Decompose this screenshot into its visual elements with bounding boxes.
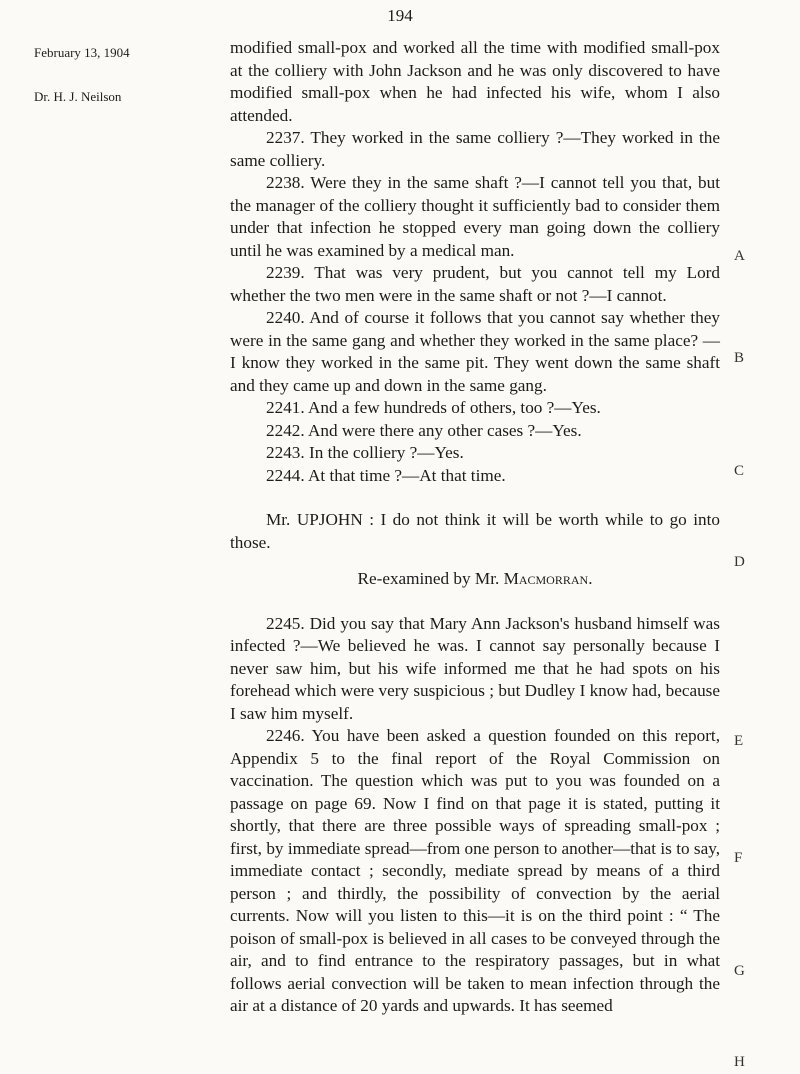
heading-prefix: Re-examined by Mr. bbox=[357, 569, 504, 588]
margin-witness: Dr. H. J. Neilson bbox=[34, 89, 122, 104]
side-marker-c: C bbox=[734, 463, 745, 479]
side-marker-d: D bbox=[734, 554, 745, 570]
paragraph-2240: 2240. And of course it follows that you cannot say whether they were in the same gang and whether they worked in the same place? —I know they worked in the same pit. They went down the same shaft and they came up and down in the same gang. bbox=[230, 308, 720, 395]
page-number: 194 bbox=[387, 6, 413, 25]
side-marker-h: H bbox=[734, 1054, 745, 1070]
side-marker-a: A bbox=[734, 248, 745, 264]
paragraph-2243: 2243. In the colliery ?—Yes. bbox=[266, 443, 464, 462]
side-marker-f: F bbox=[734, 850, 743, 866]
paragraph-2238: 2238. Were they in the same shaft ?—I cannot tell you that, but the manager of the colliery thought it sufficiently bad to consider them under that infection he stopped every man going down the colliery until he was examined by a medical man. bbox=[230, 173, 720, 260]
paragraph-2241: 2241. And a few hundreds of others, too ?—Yes. bbox=[266, 398, 601, 417]
paragraph-2237: 2237. They worked in the same colliery ?—They worked in the same colliery. bbox=[230, 128, 720, 170]
heading-name: Macmorran. bbox=[503, 569, 593, 588]
paragraph-2244: 2244. At that time ?—At that time. bbox=[266, 465, 506, 485]
paragraph-2246: 2246. You have been asked a question founded on this report, Appendix 5 to the final report of the Royal Commission on vaccination. The question which was put to you was founded on a passage on page 69. Now I find on that page it is stated, putting it shortly, that there are three possible ways of spreading small-pox ; first, by immediate spread—from one person to another—that is to say, immediate contact ; secondly, mediate spread by means of a third person ; and thirdly, the possibility of convection by the aerial currents. Now will you listen to this—it is on the third point : “ The poison of small-pox is believed in all cases to be conveyed through the air, and to find entrance to the respiratory passages, but in what follows aerial convection will be taken to mean infection through the air at a distance of 20 yards and upwards. It has seemed bbox=[230, 726, 720, 1015]
margin-date: February 13, 1904 bbox=[34, 45, 130, 60]
side-marker-e: E bbox=[734, 733, 744, 749]
paragraph-2242: 2242. And were there any other cases ?—Yes. bbox=[266, 420, 582, 440]
section-heading-reexamined bbox=[230, 568, 720, 591]
paragraph-2245: 2245. Did you say that Mary Ann Jackson's husband himself was infected ?—We believed he was. I cannot say personally because I never saw him, but his wife informed me that he had spots on his forehead which were very suspicious ; but Dudley I know had, because I saw him myself. bbox=[230, 613, 720, 723]
paragraph-2239: 2239. That was very prudent, but you cannot tell my Lord whether the two men were in the same shaft or not ?—I cannot. bbox=[230, 263, 720, 305]
paragraph-upjohn: Mr. UPJOHN : I do not think it will be worth while to go into those. bbox=[230, 510, 720, 552]
paragraph-continuation: modified small-pox and worked all the time with modified small-pox at the colliery with John Jackson and he was only discovered to have modified small-pox when he had infected his wife, whom I also attended. bbox=[230, 38, 720, 125]
side-marker-b: B bbox=[734, 350, 745, 366]
testimony-body bbox=[230, 37, 720, 1018]
side-marker-g: G bbox=[734, 963, 745, 979]
